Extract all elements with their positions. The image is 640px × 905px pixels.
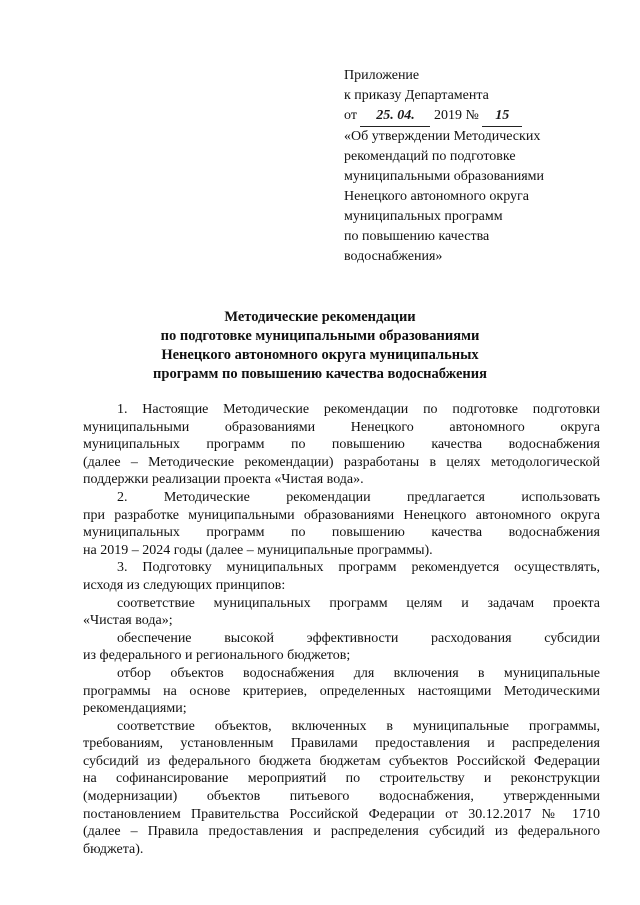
- paragraph-line: из федерального и регионального бюджетов;: [83, 648, 351, 664]
- document-title: [60, 308, 580, 384]
- appendix-line: Приложение: [344, 68, 420, 83]
- paragraph-3: [83, 559, 600, 594]
- appendix-line: водоснабжения»: [344, 249, 443, 264]
- appendix-line: к приказу Департамента: [344, 88, 489, 103]
- title-line: Ненецкого автономного округа муниципальных: [161, 347, 479, 363]
- paragraph-line: муниципальными образованиями Ненецкого автономного округа: [83, 419, 600, 435]
- handwritten-number: 15: [482, 106, 522, 127]
- appendix-line: рекомендаций по подготовке: [344, 149, 516, 164]
- paragraph-line: бюджета).: [83, 841, 144, 857]
- principle-item: [83, 665, 600, 718]
- paragraph-line: (модернизации) объектов питьевого водоснабжения, утвержденными: [83, 789, 600, 805]
- paragraph-line: «Чистая вода»;: [83, 613, 173, 629]
- paragraph-line: рекомендациями;: [83, 701, 187, 717]
- appendix-line: Ненецкого автономного округа: [344, 189, 529, 204]
- paragraph-line: (далее – Правила предоставления и распределения субсидий из федерального: [83, 824, 600, 840]
- paragraph-line: муниципальных программ по повышению качества водоснабжения: [83, 525, 600, 541]
- paragraph-line: соответствие муниципальных программ целям и задачам проекта: [117, 595, 600, 611]
- principle-item: [83, 595, 600, 630]
- paragraph-line: (далее – Методические рекомендации) разработаны в целях методологической: [83, 454, 600, 470]
- paragraph-line: на софинансирование мероприятий по строительству и реконструкции: [83, 771, 600, 787]
- appendix-line: муниципальных программ: [344, 209, 503, 224]
- paragraph-line: обеспечение высокой эффективности расходования субсидии: [117, 630, 600, 646]
- paragraph-line: 3. Подготовку муниципальных программ рекомендуется осуществлять,: [117, 560, 600, 576]
- paragraph-line: субсидий из федерального бюджета бюджетам субъектов Российской Федерации: [83, 753, 600, 769]
- title-line: Методические рекомендации: [224, 309, 416, 325]
- paragraph-line: 2. Методические рекомендации предлагается использовать: [117, 489, 600, 505]
- principle-item: [83, 630, 600, 665]
- title-line: программ по повышению качества водоснабжения: [153, 366, 487, 382]
- document-body: [83, 401, 600, 858]
- paragraph-line: соответствие объектов, включенных в муниципальные программы,: [117, 718, 600, 734]
- paragraph-1: [83, 401, 600, 489]
- appendix-line: «Об утверждении Методических: [344, 129, 541, 144]
- paragraph-line: отбор объектов водоснабжения для включения в муниципальные: [117, 665, 600, 681]
- paragraph-line: на 2019 – 2024 годы (далее – муниципальные программы).: [83, 542, 433, 558]
- title-line: по подготовке муниципальными образованиями: [160, 328, 480, 344]
- appendix-line: по повышению качества: [344, 229, 490, 244]
- appendix-line: муниципальными образованиями: [344, 169, 544, 184]
- paragraph-line: при разработке муниципальными образованиями Ненецкого автономного округа: [83, 507, 600, 523]
- paragraph-line: 1. Настоящие Методические рекомендации по подготовке подготовки: [117, 402, 600, 417]
- paragraph-line: требованиям, установленным Правилами предоставления и распределения: [83, 736, 600, 752]
- appendix-block: [344, 66, 604, 267]
- paragraph-line: поддержки реализации проекта «Чистая вода».: [83, 472, 364, 488]
- appendix-ot: от: [344, 108, 357, 123]
- paragraph-line: исходя из следующих принципов:: [83, 577, 286, 593]
- principle-item: [83, 718, 600, 859]
- appendix-year: 2019 №: [433, 108, 479, 123]
- paragraph-line: муниципальных программ по повышению качества водоснабжения: [83, 437, 600, 453]
- paragraph-2: [83, 489, 600, 559]
- appendix-date-line: [344, 106, 604, 127]
- paragraph-line: постановлением Правительства Российской Федерации от 30.12.2017 № 1710: [83, 806, 600, 822]
- paragraph-line: программы на основе критериев, определенных настоящими Методическими: [83, 683, 600, 699]
- handwritten-date: 25. 04.: [360, 106, 430, 127]
